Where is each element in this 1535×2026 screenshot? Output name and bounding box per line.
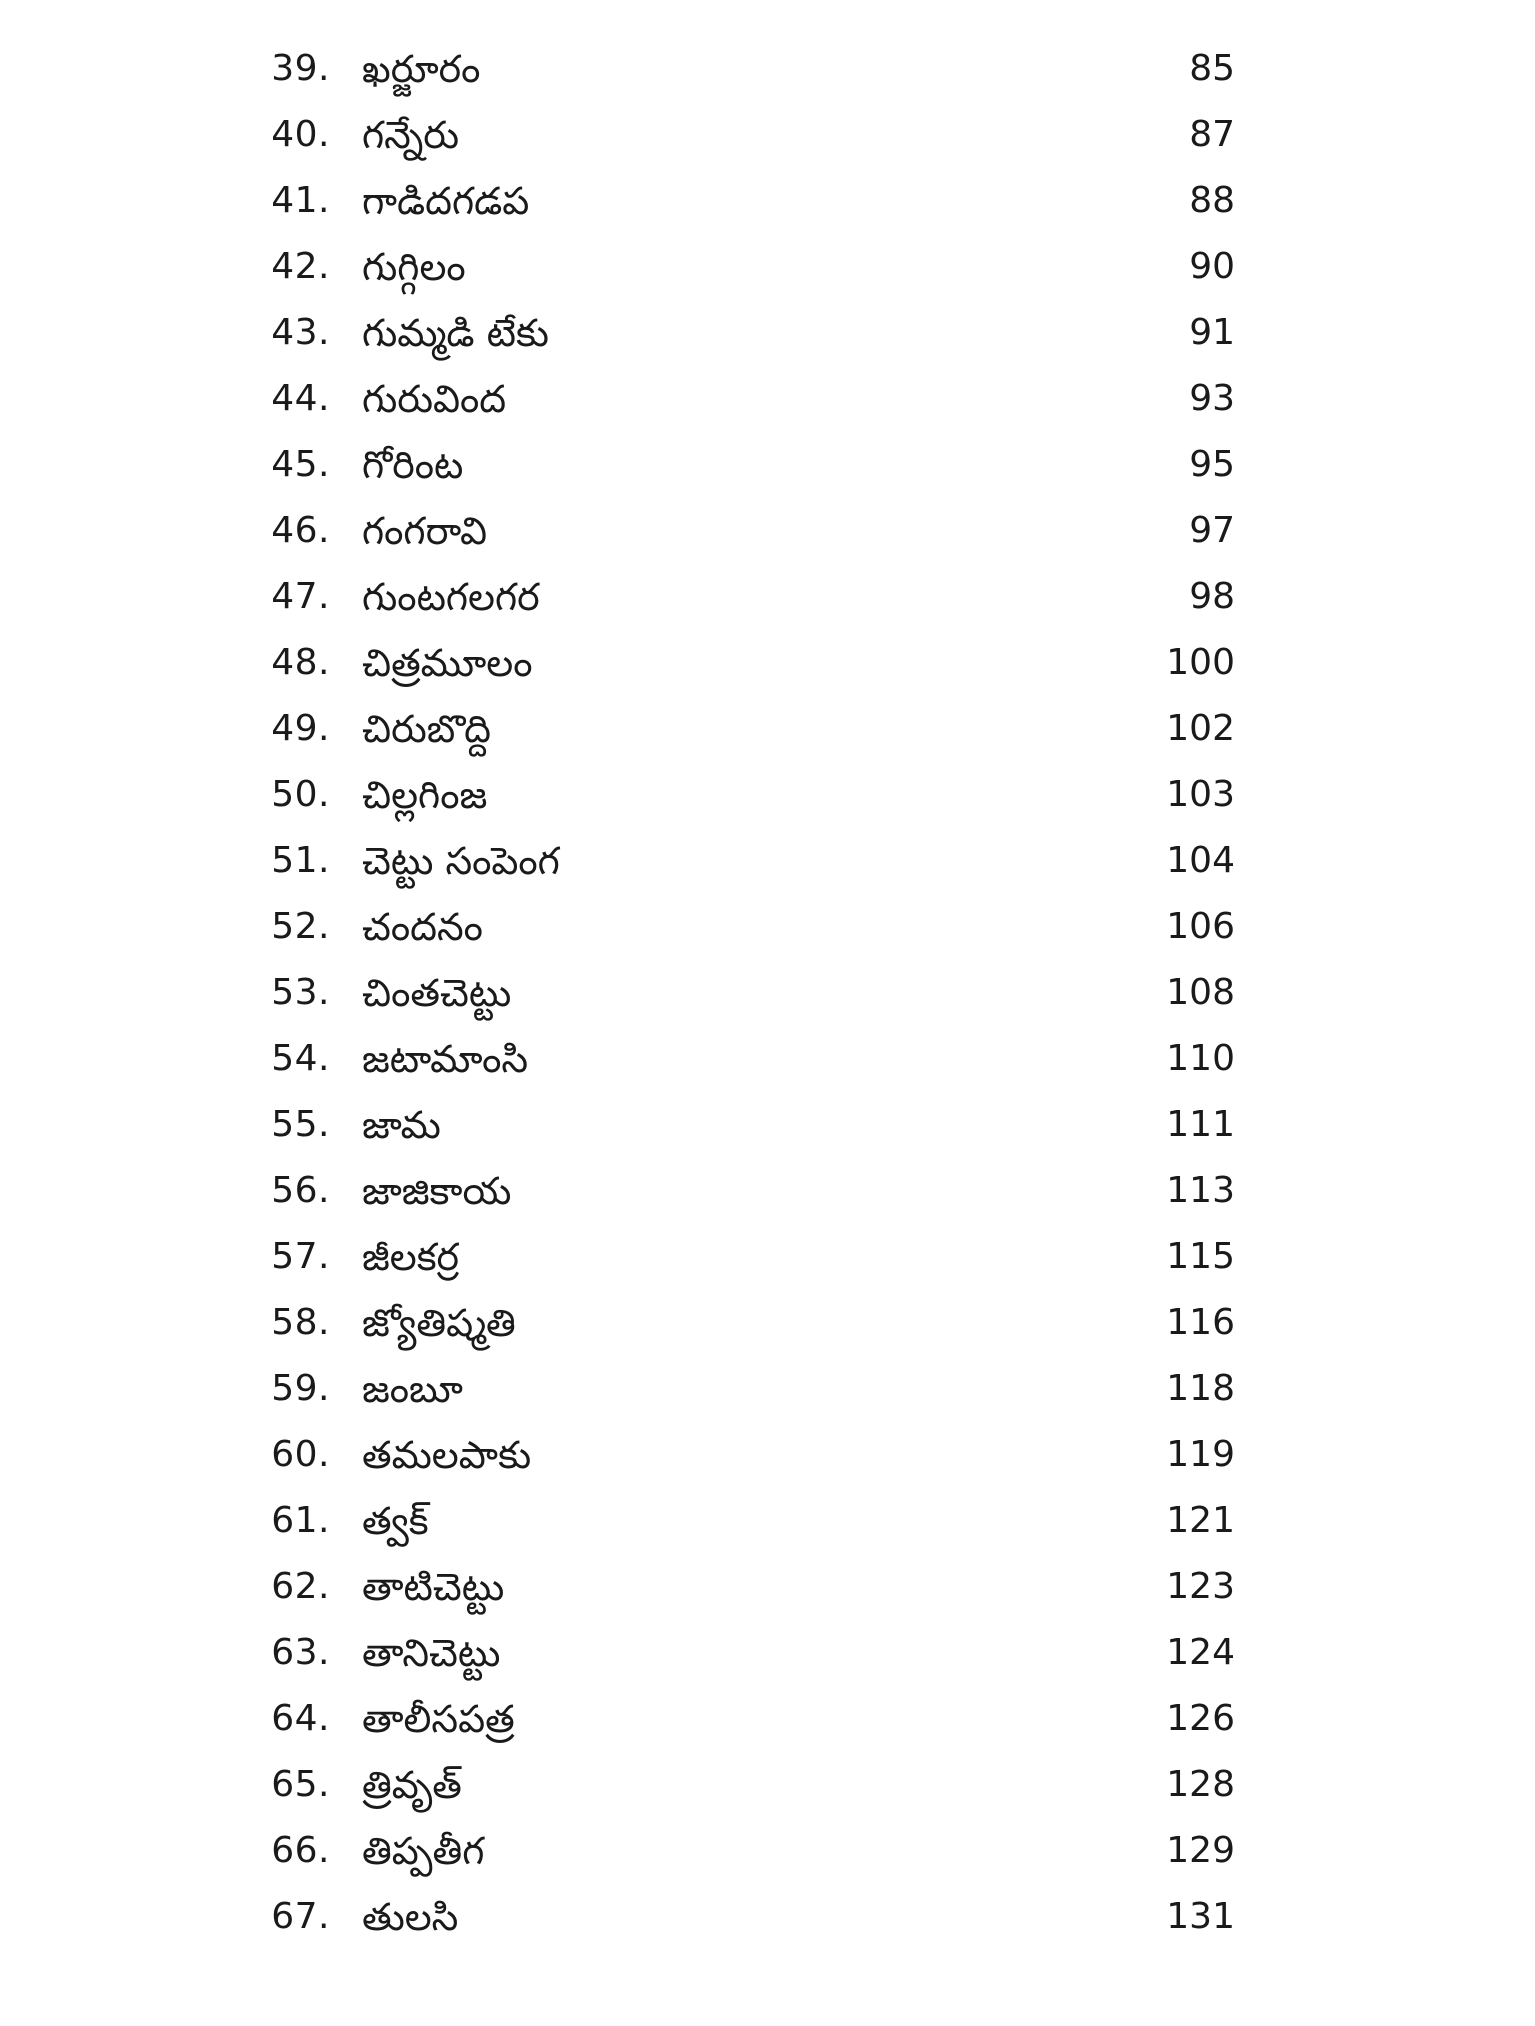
- entry-title: ఖర్జూరం: [362, 47, 481, 91]
- toc-entry: [0, 1026, 1535, 1092]
- entry-page: 128: [1166, 1764, 1235, 1805]
- entry-page: 121: [1166, 1500, 1235, 1541]
- entry-page: 98: [1189, 576, 1235, 617]
- entry-page: 93: [1189, 378, 1235, 419]
- entry-number: 45.: [271, 444, 330, 485]
- toc-entry: [0, 1356, 1535, 1422]
- entry-title: గాడిదగడప: [362, 179, 530, 223]
- entry-number: 40.: [271, 114, 330, 155]
- entry-title: జ్యోతిష్మతి: [362, 1301, 516, 1345]
- entry-page: 110: [1166, 1038, 1235, 1079]
- entry-number: 54.: [271, 1038, 330, 1079]
- toc-entry: [0, 960, 1535, 1026]
- toc-entry: [0, 366, 1535, 432]
- toc-entry: [0, 894, 1535, 960]
- entry-title: జంబూ: [362, 1367, 463, 1411]
- toc-entry: [0, 1488, 1535, 1554]
- entry-number: 58.: [271, 1302, 330, 1343]
- entry-page: 103: [1166, 774, 1235, 815]
- toc-entry: [0, 1092, 1535, 1158]
- entry-number: 66.: [271, 1830, 330, 1871]
- entry-number: 62.: [271, 1566, 330, 1607]
- entry-title: గురువింద: [362, 377, 507, 421]
- entry-number: 46.: [271, 510, 330, 551]
- toc-entry: [0, 432, 1535, 498]
- toc-entry: [0, 1686, 1535, 1752]
- entry-page: 124: [1166, 1632, 1235, 1673]
- entry-title: జీలకర్ర: [362, 1235, 460, 1279]
- toc-entry: [0, 696, 1535, 762]
- entry-title: గోరింట: [362, 443, 464, 487]
- toc-entry: [0, 1422, 1535, 1488]
- toc-entry: [0, 1554, 1535, 1620]
- entry-number: 47.: [271, 576, 330, 617]
- entry-page: 108: [1166, 972, 1235, 1013]
- entry-page: 116: [1166, 1302, 1235, 1343]
- entry-title: తమలపాకు: [362, 1433, 532, 1477]
- entry-title: తానిచెట్టు: [362, 1631, 501, 1675]
- entry-number: 53.: [271, 972, 330, 1013]
- entry-number: 43.: [271, 312, 330, 353]
- toc-entry: [0, 1818, 1535, 1884]
- entry-title: తులసి: [362, 1895, 459, 1939]
- entry-page: 113: [1166, 1170, 1235, 1211]
- toc-entry: [0, 630, 1535, 696]
- toc-entry: [0, 1158, 1535, 1224]
- entry-page: 115: [1166, 1236, 1235, 1277]
- entry-title: త్రివృత్: [362, 1763, 462, 1807]
- entry-title: చందనం: [362, 905, 483, 949]
- entry-number: 55.: [271, 1104, 330, 1145]
- toc-entry: [0, 36, 1535, 102]
- entry-page: 106: [1166, 906, 1235, 947]
- entry-number: 49.: [271, 708, 330, 749]
- entry-page: 85: [1189, 48, 1235, 89]
- entry-page: 90: [1189, 246, 1235, 287]
- entry-title: జామ: [362, 1103, 441, 1147]
- entry-title: చెట్టు సంపెంగ: [362, 839, 560, 883]
- entry-number: 59.: [271, 1368, 330, 1409]
- entry-page: 102: [1166, 708, 1235, 749]
- entry-title: గుమ్మడి టేకు: [362, 311, 549, 355]
- entry-number: 64.: [271, 1698, 330, 1739]
- toc-entry: [0, 1752, 1535, 1818]
- entry-number: 52.: [271, 906, 330, 947]
- entry-number: 63.: [271, 1632, 330, 1673]
- toc-entry: [0, 300, 1535, 366]
- entry-number: 48.: [271, 642, 330, 683]
- entry-page: 87: [1189, 114, 1235, 155]
- entry-number: 67.: [271, 1896, 330, 1937]
- entry-number: 44.: [271, 378, 330, 419]
- entry-page: 95: [1189, 444, 1235, 485]
- entry-title: చిత్రమూలం: [362, 641, 533, 685]
- entry-title: గుంటగలగర: [362, 575, 540, 619]
- entry-number: 57.: [271, 1236, 330, 1277]
- toc-entry: [0, 828, 1535, 894]
- toc-entry: [0, 1224, 1535, 1290]
- entry-title: త్వక్: [362, 1499, 429, 1543]
- entry-page: 100: [1166, 642, 1235, 683]
- toc-entry: [0, 1884, 1535, 1950]
- toc-entry: [0, 1620, 1535, 1686]
- entry-title: చిరుబొద్ది: [362, 707, 491, 751]
- entry-number: 61.: [271, 1500, 330, 1541]
- toc-entry: [0, 762, 1535, 828]
- entry-title: చింతచెట్టు: [362, 971, 512, 1015]
- entry-number: 39.: [271, 48, 330, 89]
- toc-entry: [0, 498, 1535, 564]
- entry-page: 131: [1166, 1896, 1235, 1937]
- entry-title: తిప్పతీగ: [362, 1829, 485, 1873]
- toc-entry: [0, 168, 1535, 234]
- entry-title: జాజికాయ: [362, 1169, 512, 1213]
- entry-page: 91: [1189, 312, 1235, 353]
- entry-page: 123: [1166, 1566, 1235, 1607]
- entry-page: 129: [1166, 1830, 1235, 1871]
- entry-number: 65.: [271, 1764, 330, 1805]
- entry-title: తాలీసపత్ర: [362, 1697, 515, 1741]
- entry-number: 50.: [271, 774, 330, 815]
- entry-title: జటామాంసి: [362, 1037, 529, 1081]
- entry-page: 119: [1166, 1434, 1235, 1475]
- toc-entry: [0, 564, 1535, 630]
- entry-title: తాటిచెట్టు: [362, 1565, 505, 1609]
- entry-number: 42.: [271, 246, 330, 287]
- entry-number: 41.: [271, 180, 330, 221]
- entry-page: 104: [1166, 840, 1235, 881]
- toc-entry: [0, 102, 1535, 168]
- entry-title: గంగరావి: [362, 509, 488, 553]
- entry-number: 56.: [271, 1170, 330, 1211]
- toc-entry: [0, 1290, 1535, 1356]
- entry-page: 97: [1189, 510, 1235, 551]
- entry-page: 111: [1166, 1104, 1235, 1145]
- toc-entry: [0, 234, 1535, 300]
- entry-number: 60.: [271, 1434, 330, 1475]
- entry-page: 88: [1189, 180, 1235, 221]
- entry-title: చిల్లగింజ: [362, 773, 488, 817]
- entry-page: 118: [1166, 1368, 1235, 1409]
- entry-title: గన్నేరు: [362, 113, 459, 157]
- entry-title: గుగ్గిలం: [362, 245, 466, 289]
- entry-number: 51.: [271, 840, 330, 881]
- entry-page: 126: [1166, 1698, 1235, 1739]
